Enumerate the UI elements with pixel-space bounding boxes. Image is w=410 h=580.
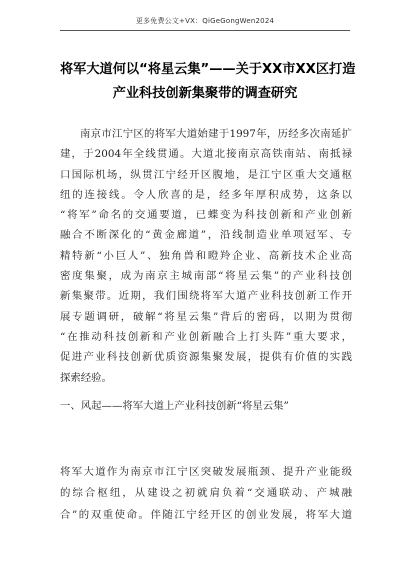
paragraph-line: 纽的连接线。令人欣喜的是，经多年厚积成势，这条以 bbox=[60, 188, 352, 201]
paragraph-line: “在推动科技创新和产业创新融合上打头阵”重大要求， bbox=[60, 330, 352, 343]
paragraph-line: 新集聚带。近期，我们围绕将军大道产业科技创新工作开 bbox=[60, 290, 352, 303]
paragraph-line: 南京市江宁区的将军大道始建于1997年，历经多次南延扩 bbox=[80, 128, 352, 140]
paragraph-line: 建，于2004年全线贯通。大道北接南京高铁南站、南抵禄 bbox=[60, 148, 352, 161]
section-paragraph bbox=[60, 462, 352, 526]
paragraph-line: 促进产业科技创新优质资源集聚发展，提供有价值的实践 bbox=[60, 351, 352, 364]
paragraph-line: 展专题调研，破解“将星云集”背后的密码，以期为贯彻 bbox=[60, 310, 352, 323]
paragraph-line: 将军大道作为南京市江宁区突破发展瓶颈、提升产业能级 bbox=[60, 466, 352, 478]
intro-paragraph bbox=[60, 124, 352, 388]
paragraph-line: 合”的双重使命。伴随江宁经开区的创业发展，将军大道 bbox=[60, 508, 352, 521]
paragraph-line: 精特新“小巨人”、独角兽和瞪羚企业、高新技术企业高 bbox=[60, 249, 352, 262]
header-divider bbox=[60, 30, 350, 31]
paragraph-line: 的综合枢纽，从建设之初就肩负着“交通联动、产城融 bbox=[60, 487, 352, 500]
paragraph-line: 口国际机场，纵贯江宁经开区腹地，是江宁区重大交通枢 bbox=[60, 168, 352, 181]
title-line: 产业科技创新集聚带的调查研究 bbox=[112, 86, 298, 101]
title-line: 将军大道何以“将星云集”——关于XX市XX区打造 bbox=[60, 62, 356, 77]
section-heading: 一、风起——将军大道上产业科技创新“将星云集” bbox=[60, 400, 289, 412]
paragraph-line: 探索经验。 bbox=[60, 371, 112, 384]
paragraph-line: “将军”命名的交通要道，已蝶变为科技创新和产业创新 bbox=[60, 209, 352, 222]
paragraph-line: 密度集聚，成为南京主城南部“将星云集”的产业科技创 bbox=[60, 270, 352, 283]
document-title bbox=[60, 58, 356, 106]
paragraph-line: 融合不断深化的“黄金廊道”，沿线制造业单项冠军、专 bbox=[60, 229, 352, 242]
header-note: 更多免费公文+VX：QiGeGongWen2024 bbox=[135, 17, 275, 25]
